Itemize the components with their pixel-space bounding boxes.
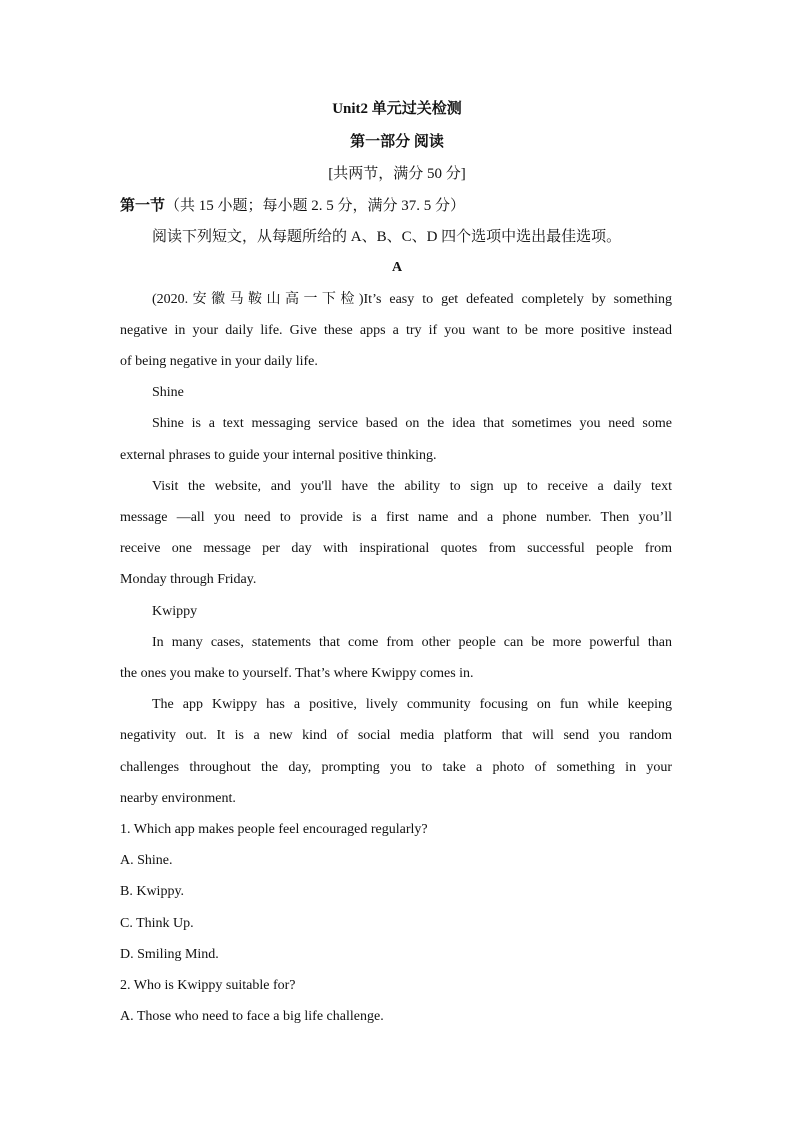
question-stem: 2. Who is Kwippy suitable for?: [120, 978, 296, 993]
scoring-note: [共两节，满分 50 分]: [328, 166, 466, 182]
passage-line: Monday through Friday.: [120, 572, 257, 587]
section-heading: [120, 196, 672, 216]
section-instruction: 阅读下列短文，从每题所给的 A、B、C、D 四个选项中选出最佳选项。: [152, 229, 622, 245]
question-option: A. Those who need to face a big life challenge.: [120, 1009, 384, 1024]
passage-line: nearby environment.: [120, 791, 236, 806]
passage-line: negativity out. It is a new kind of social media platform that will send you random: [120, 728, 672, 743]
question-option: D. Smiling Mind.: [120, 947, 219, 962]
question-option: B. Kwippy.: [120, 884, 185, 899]
passage-line: message —all you need to provide is a first name and a phone number. Then you’ll: [120, 510, 672, 525]
passage-line: the ones you make to yourself. That’s where Kwippy comes in.: [120, 666, 474, 681]
passage-line: In many cases, statements that come from other people can be more powerful than: [152, 635, 672, 650]
part-title: 第一部分 阅读: [350, 134, 444, 150]
passage-line: external phrases to guide your internal positive thinking.: [120, 448, 437, 463]
passage-line: The app Kwippy has a positive, lively community focusing on fun while keeping: [152, 697, 672, 712]
question-option: C. Think Up.: [120, 916, 194, 931]
passage-line: (2020.安徽马鞍山高一下检)It’s easy to get defeated completely by something: [152, 292, 672, 307]
passage-line: Visit the website, and you'll have the ability to sign up to receive a daily text: [152, 479, 672, 494]
passage-line: negative in your daily life. Give these apps a try if you want to be more positive instead: [120, 323, 672, 338]
passage-line: Shine is a text messaging service based on the idea that sometimes you need some: [152, 416, 672, 431]
passage-line: challenges throughout the day, prompting you to take a photo of something in your: [120, 760, 672, 775]
section-heading-detail: （共 15 小题；每小题 2. 5 分，满分 37. 5 分）: [165, 198, 466, 214]
question-option: A. Shine.: [120, 853, 173, 868]
app-heading-kwippy: Kwippy: [152, 604, 198, 619]
app-heading-shine: Shine: [152, 385, 184, 400]
passage-line: receive one message per day with inspirational quotes from successful people from: [120, 541, 672, 556]
question-stem: 1. Which app makes people feel encouraged regularly?: [120, 822, 428, 837]
passage-label: A: [391, 260, 403, 275]
unit-title: Unit2 单元过关检测: [332, 101, 462, 117]
passage-line: of being negative in your daily life.: [120, 354, 318, 369]
section-heading-label: 第一节: [120, 198, 166, 214]
